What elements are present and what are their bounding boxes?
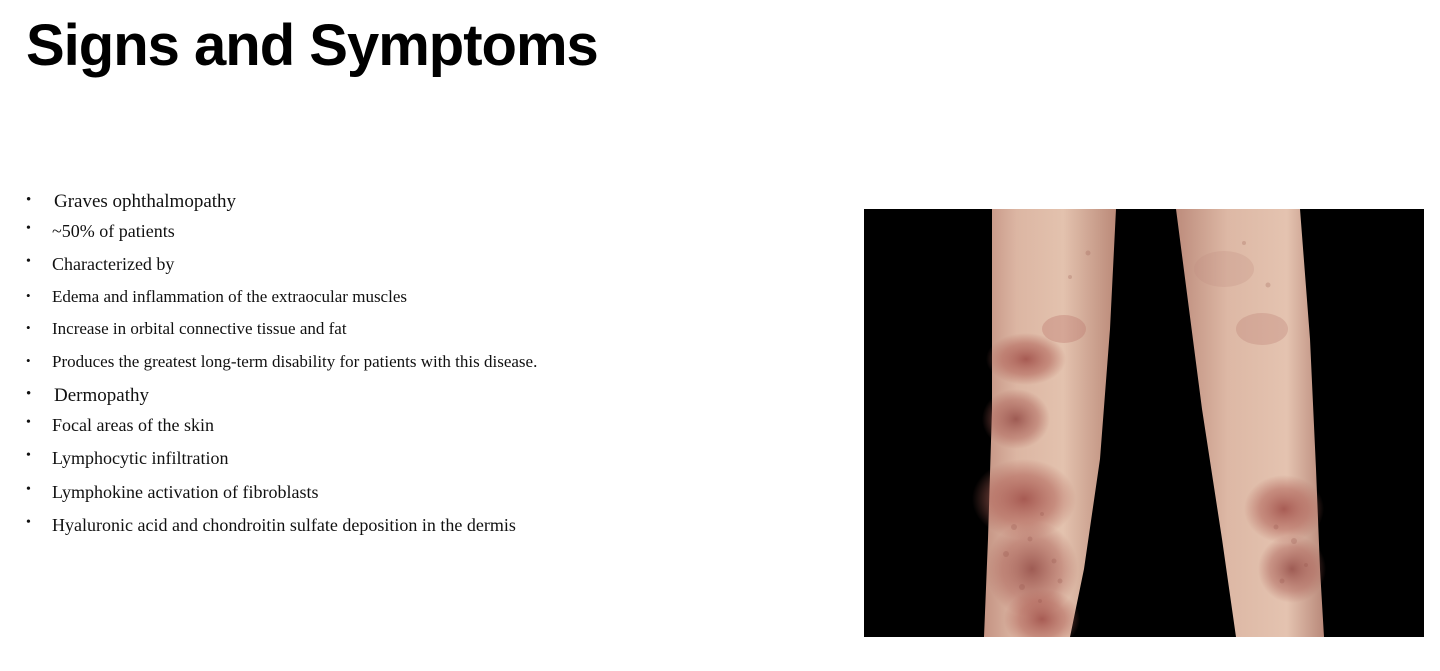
list-item-label: Produces the greatest long-term disability for patients with this disease. xyxy=(52,351,538,371)
list-item-label: Dermopathy xyxy=(54,384,149,406)
clinical-photo-dermopathy xyxy=(864,209,1424,637)
bullet-list-level-2 xyxy=(26,414,826,537)
list-item-label: ~50% of patients xyxy=(52,220,175,241)
list-item xyxy=(26,253,826,276)
list-item-label: Lymphocytic infiltration xyxy=(52,448,229,469)
list-item-label: Focal areas of the skin xyxy=(52,414,214,435)
list-item xyxy=(26,481,826,504)
bullet-icon: • xyxy=(26,448,31,464)
list-item xyxy=(26,514,826,537)
list-item-label: Hyaluronic acid and chondroitin sulfate deposition in the dermis xyxy=(52,515,516,536)
list-item-label: Characterized by xyxy=(52,254,175,275)
bullet-icon: • xyxy=(26,385,32,402)
list-item xyxy=(26,220,826,243)
bullet-icon: • xyxy=(26,220,31,236)
list-item-label: Edema and inflammation of the extraocular muscles xyxy=(52,286,407,306)
bullet-list-level-2 xyxy=(26,220,826,372)
bullet-icon: • xyxy=(26,352,31,368)
bullet-icon: • xyxy=(26,481,31,497)
bullet-icon: • xyxy=(26,287,31,303)
slide-body xyxy=(26,190,826,548)
bullet-list-level-3 xyxy=(26,287,826,372)
list-item xyxy=(26,414,826,437)
list-item xyxy=(26,319,826,339)
bullet-icon: • xyxy=(26,254,31,270)
list-item-label: Increase in orbital connective tissue and fat xyxy=(52,319,347,339)
page-title: Signs and Symptoms xyxy=(26,13,598,78)
bullet-icon: • xyxy=(26,192,32,208)
bullet-list-level-1 xyxy=(26,190,826,537)
list-item xyxy=(26,447,826,470)
list-item xyxy=(26,287,826,307)
list-item-label: Lymphokine activation of fibroblasts xyxy=(52,481,319,502)
legs-illustration xyxy=(864,209,1424,637)
list-item xyxy=(26,384,826,408)
bullet-icon: • xyxy=(26,515,31,531)
list-item xyxy=(26,352,826,372)
list-item-label: Graves ophthalmopathy xyxy=(54,191,237,212)
list-item xyxy=(26,190,826,214)
bullet-icon: • xyxy=(26,320,31,336)
bullet-icon: • xyxy=(26,414,31,430)
